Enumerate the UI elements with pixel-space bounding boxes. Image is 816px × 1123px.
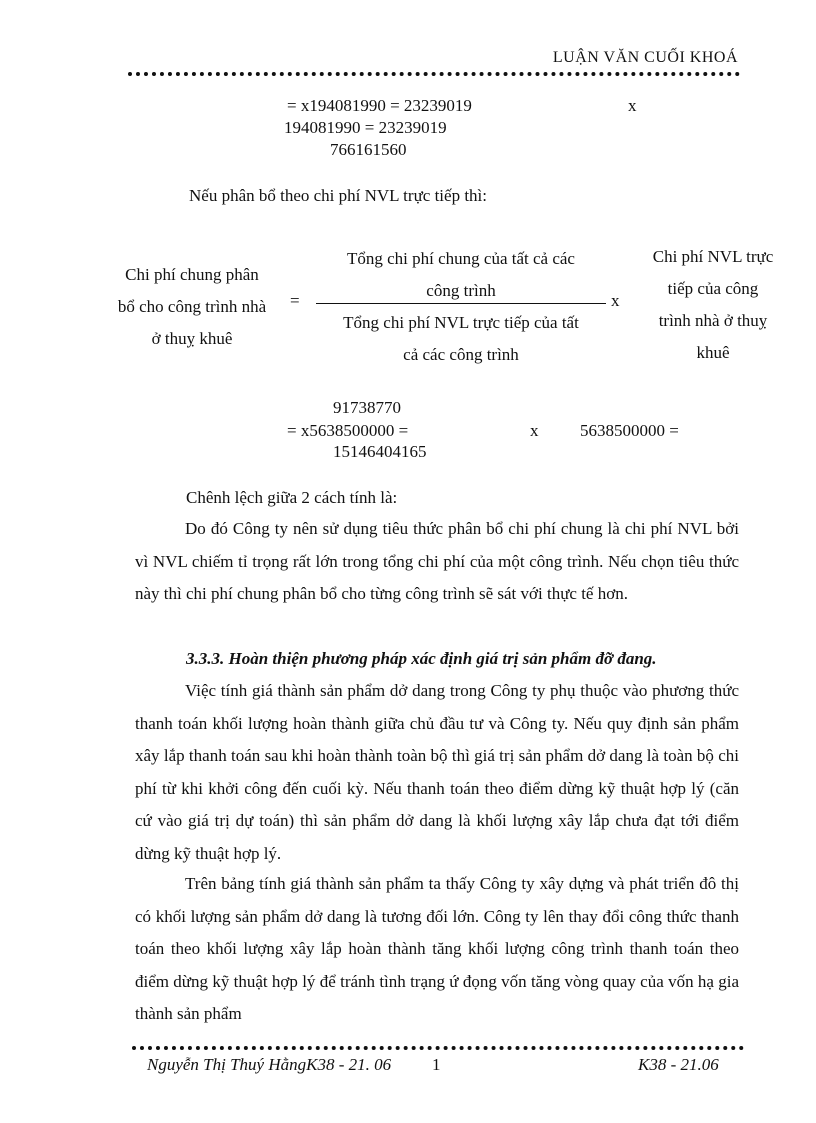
calc2-right: 5638500000 = <box>580 421 679 440</box>
allocation-intro: Nếu phân bổ theo chi phí NVL trực tiếp thì: <box>189 186 487 205</box>
difference-line: Chênh lệch giữa 2 cách tính là: <box>186 488 398 507</box>
footer-class-code: K38 - 21.06 <box>638 1055 719 1074</box>
calc1-times: x <box>628 96 637 115</box>
fraction-bar <box>316 303 606 304</box>
running-header-title: LUẬN VĂN CUỐI KHOÁ <box>552 49 738 66</box>
calc2-bottom: 15146404165 <box>333 442 427 461</box>
formula-denominator <box>316 307 606 371</box>
formula-right-line: trình nhà ở thuỵ <box>658 311 768 330</box>
footer-page-number: 1 <box>432 1055 441 1074</box>
formula-right-line: Chi phí NVL trực <box>652 247 774 266</box>
formula-left-line: Chi phí chung phân <box>125 265 259 284</box>
calc2-top: 91738770 <box>333 398 401 417</box>
footer-author: Nguyễn Thị Thuý HằngK38 - 21. 06 <box>147 1055 392 1074</box>
calc1-line3: 766161560 <box>330 140 407 159</box>
formula-denominator-line: cả các công trình <box>403 345 519 364</box>
calc1-line2: 194081990 = 23239019 <box>284 118 447 137</box>
price-paragraph: Trên bảng tính giá thành sản phẩm ta thấy Công ty xây dựng và phát triển đô thị có khối lượng sản phẩm dở dang là tương đối lớn. Công ty lên thay đổi công thức thanh toán theo khối lượng xây lắp hoàn thành tăng khối lượng công trình thanh toán theo điểm dừng kỹ thuật hợp lý để tránh tình trạng ứ đọng vốn tăng vòng quay của vốn hạ gia thành sản phẩm <box>135 874 739 1024</box>
formula-numerator-line: Tổng chi phí chung của tất cả các <box>347 249 575 268</box>
formula-left-line: bổ cho công trình nhà <box>117 297 267 316</box>
formula-equals: = <box>290 291 300 310</box>
formula-right-line: khuê <box>696 343 730 362</box>
formula-left-term <box>100 259 284 355</box>
footer-dotted-rule <box>132 1046 744 1050</box>
header-dotted-rule <box>128 72 740 76</box>
formula-right-line: tiếp của công <box>667 279 759 298</box>
calc1-line1: = x194081990 = 23239019 <box>287 96 472 115</box>
formula-denominator-line: Tổng chi phí NVL trực tiếp của tất <box>343 313 579 332</box>
calc2-line: = x5638500000 = <box>287 421 409 440</box>
formula-right-term <box>636 241 790 369</box>
wip-paragraph: Việc tính giá thành sản phẩm dở dang trong Công ty phụ thuộc vào phương thức thanh toán khối lượng hoàn thành giữa chủ đầu tư và Công ty. Nếu quy định sản phẩm xây lắp thanh toán sau khi hoàn thành toàn bộ thì giá trị sản phẩm dở dang là toàn bộ chi phí từ khi khởi công đến cuối kỳ. Nếu thanh toán theo điểm dừng kỹ thuật hợp lý (căn cứ vào giá trị dự toán) thì sản phẩm dở dang là khối lượng xây lắp chưa đạt tới điểm dừng kỹ thuật hợp lý. <box>135 681 739 863</box>
formula-numerator <box>316 243 606 307</box>
calc2-times: x <box>530 421 539 440</box>
formula-left-line: ở thuỵ khuê <box>151 329 233 348</box>
conclusion-paragraph: Do đó Công ty nên sử dụng tiêu thức phân bổ chi phí chung là chi phí NVL bởi vì NVL chiếm tỉ trọng rất lớn trong tổng chi phí của một công trình. Nếu chọn tiêu thức này thì chi phí chung phân bổ cho từng công trình sẽ sát với thực tế hơn. <box>135 519 739 604</box>
formula-times: x <box>611 291 620 310</box>
section-heading: 3.3.3. Hoàn thiện phương pháp xác định giá trị sản phẩm đỡ đang. <box>186 649 657 668</box>
formula-numerator-line: công trình <box>426 281 496 300</box>
